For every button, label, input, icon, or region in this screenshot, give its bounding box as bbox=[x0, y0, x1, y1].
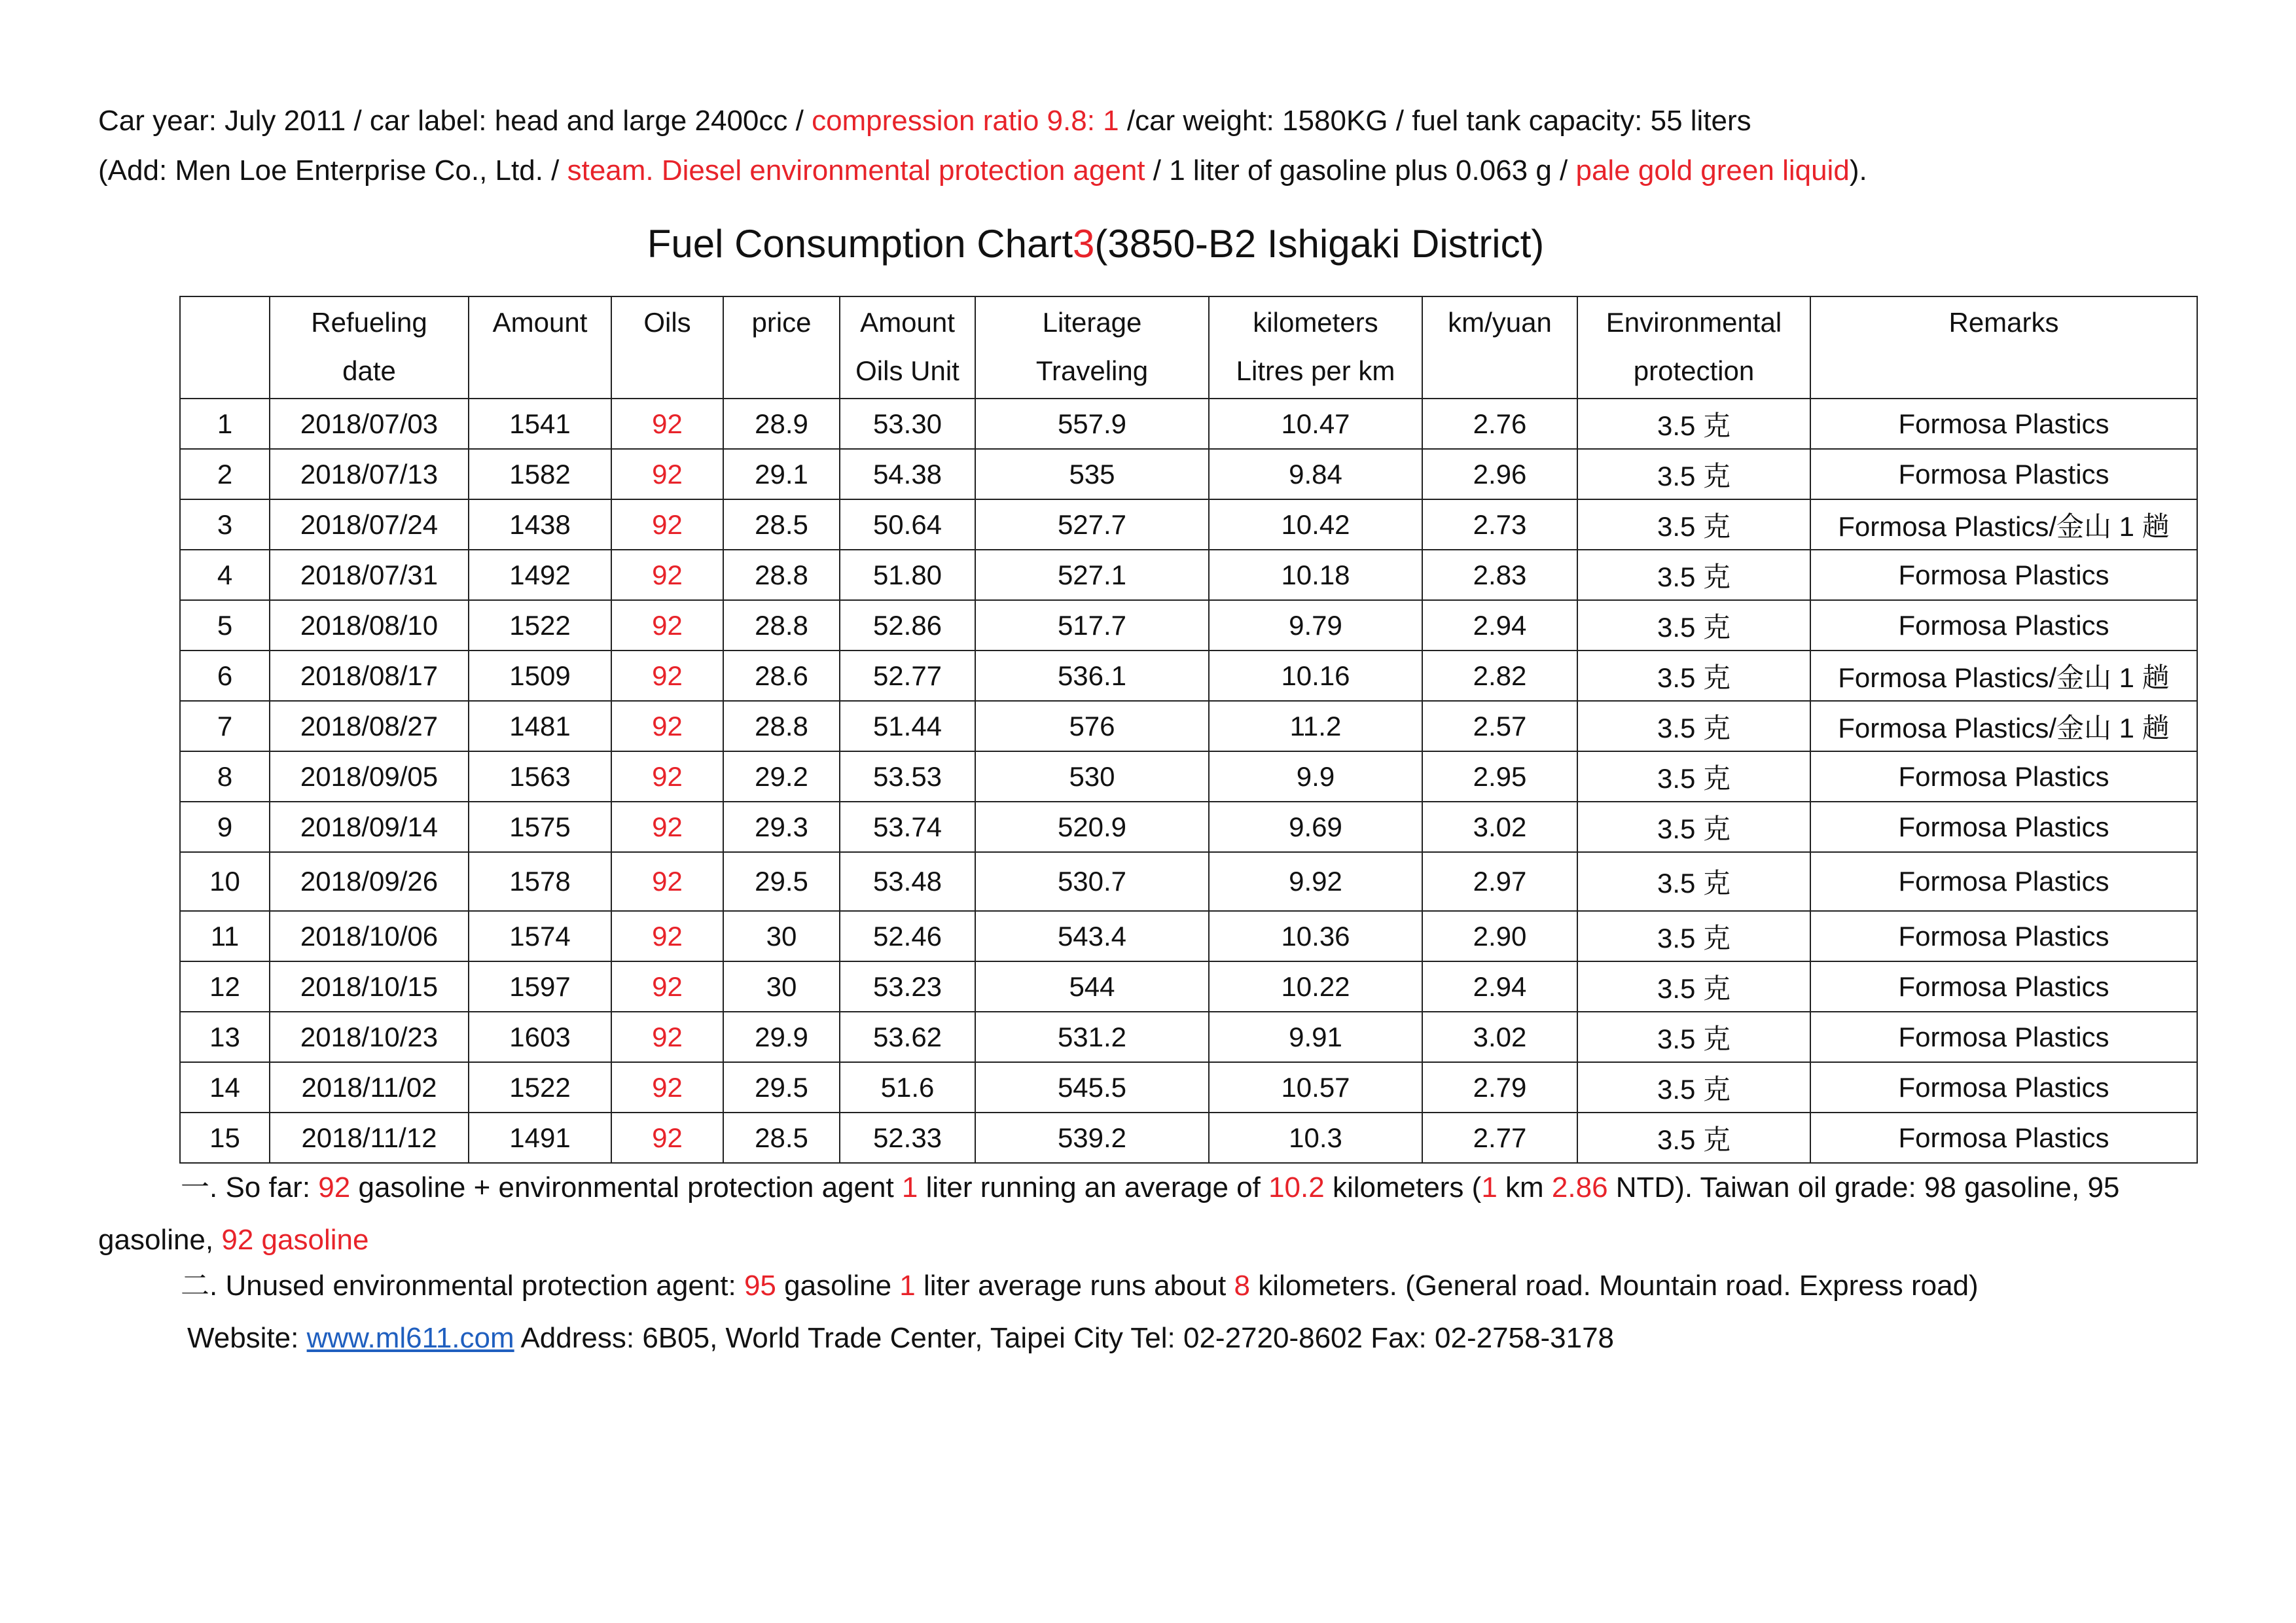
table-cell: 3.02 bbox=[1422, 1012, 1577, 1062]
table-cell: Formosa Plastics bbox=[1810, 550, 2197, 600]
column-header bbox=[1810, 296, 2197, 399]
highlight-text: steam. Diesel environmental protection agent bbox=[567, 154, 1145, 187]
table-cell: Formosa Plastics bbox=[1810, 802, 2197, 852]
column-header-line-2: protection bbox=[1633, 355, 1755, 386]
table-cell: 92 bbox=[611, 1012, 723, 1062]
table-cell: 3.5 克 bbox=[1577, 961, 1810, 1012]
table-cell: 2.94 bbox=[1422, 600, 1577, 651]
highlight-text: 3 bbox=[1073, 222, 1095, 266]
table-cell: 2018/09/26 bbox=[270, 852, 469, 911]
table-cell: 1575 bbox=[469, 802, 611, 852]
table-cell: 520.9 bbox=[975, 802, 1209, 852]
table-cell: 3.5 克 bbox=[1577, 600, 1810, 651]
table-cell: 92 bbox=[611, 1113, 723, 1163]
table-cell: 5 bbox=[180, 600, 270, 651]
highlight-text: compression ratio 9.8: 1 bbox=[812, 105, 1119, 137]
table-cell: 535 bbox=[975, 449, 1209, 499]
table-cell: 2018/07/31 bbox=[270, 550, 469, 600]
table-cell: 92 bbox=[611, 802, 723, 852]
table-row bbox=[180, 911, 2197, 961]
summary-note-1 bbox=[181, 1171, 2119, 1205]
table-cell: 2.90 bbox=[1422, 911, 1577, 961]
table-cell: 544 bbox=[975, 961, 1209, 1012]
table-cell: 51.6 bbox=[840, 1062, 975, 1113]
table-cell: 1481 bbox=[469, 701, 611, 751]
table-cell: 92 bbox=[611, 449, 723, 499]
text-run: kilometers. (General road. Mountain road. Express road) bbox=[1249, 1270, 1979, 1302]
table-cell: 52.46 bbox=[840, 911, 975, 961]
table-cell: Formosa Plastics bbox=[1810, 1113, 2197, 1163]
table-cell: 9.91 bbox=[1209, 1012, 1422, 1062]
table-cell: 527.1 bbox=[975, 550, 1209, 600]
table-cell: 15 bbox=[180, 1113, 270, 1163]
table-row bbox=[180, 651, 2197, 701]
highlight-text: pale gold green liquid bbox=[1575, 154, 1850, 187]
table-cell: 10 bbox=[180, 852, 270, 911]
table-cell: 1563 bbox=[469, 751, 611, 802]
table-cell: 53.53 bbox=[840, 751, 975, 802]
table-cell: 3.5 克 bbox=[1577, 550, 1810, 600]
table-cell: 11 bbox=[180, 911, 270, 961]
highlight-text: 8 bbox=[1234, 1270, 1250, 1302]
table-cell: 7 bbox=[180, 701, 270, 751]
table-cell: 2018/10/06 bbox=[270, 911, 469, 961]
column-header bbox=[1577, 296, 1810, 399]
highlight-text: 2.86 bbox=[1551, 1171, 1608, 1204]
table-cell: 8 bbox=[180, 751, 270, 802]
table-cell: Formosa Plastics bbox=[1810, 399, 2197, 449]
table-cell: 2.77 bbox=[1422, 1113, 1577, 1163]
table-cell: 9.84 bbox=[1209, 449, 1422, 499]
table-cell: 1578 bbox=[469, 852, 611, 911]
table-cell: 2018/11/12 bbox=[270, 1113, 469, 1163]
table-cell: 53.74 bbox=[840, 802, 975, 852]
table-cell: 13 bbox=[180, 1012, 270, 1062]
text-run: liter running an average of bbox=[918, 1171, 1269, 1204]
table-cell: 29.5 bbox=[723, 852, 840, 911]
table-cell: 51.44 bbox=[840, 701, 975, 751]
table-cell: 1522 bbox=[469, 1062, 611, 1113]
page-title bbox=[0, 221, 2296, 266]
table-cell: Formosa Plastics bbox=[1810, 600, 2197, 651]
table-cell: 1491 bbox=[469, 1113, 611, 1163]
table-cell: 92 bbox=[611, 600, 723, 651]
table-row bbox=[180, 550, 2197, 600]
table-cell: 2.73 bbox=[1422, 499, 1577, 550]
column-header-line-1: Environmental bbox=[1605, 307, 1782, 338]
table-cell: 3.5 克 bbox=[1577, 499, 1810, 550]
table-cell: 92 bbox=[611, 911, 723, 961]
website-link[interactable]: www.ml611.com bbox=[306, 1322, 514, 1354]
table-cell: 9.79 bbox=[1209, 600, 1422, 651]
text-run: NTD). Taiwan oil grade: 98 gasoline, 95 bbox=[1607, 1171, 2120, 1204]
table-cell: Formosa Plastics bbox=[1810, 961, 2197, 1012]
table-cell: 50.64 bbox=[840, 499, 975, 550]
column-header-line-2: Oils Unit bbox=[855, 355, 960, 386]
text-run: gasoline bbox=[776, 1270, 900, 1302]
table-cell: 1 bbox=[180, 399, 270, 449]
contact-details: Address: 6B05, World Trade Center, Taipei City Tel: 02-2720-8602 Fax: 02-2758-3178 bbox=[514, 1322, 1615, 1354]
table-cell: 11.2 bbox=[1209, 701, 1422, 751]
table-cell: 530.7 bbox=[975, 852, 1209, 911]
table-cell: 30 bbox=[723, 911, 840, 961]
table-cell: 1603 bbox=[469, 1012, 611, 1062]
column-header bbox=[180, 296, 270, 399]
text-run: gasoline, bbox=[98, 1224, 222, 1256]
table-cell: 2.79 bbox=[1422, 1062, 1577, 1113]
table-cell: 3 bbox=[180, 499, 270, 550]
highlight-text: 92 gasoline bbox=[221, 1224, 369, 1256]
table-row bbox=[180, 449, 2197, 499]
table-cell: 10.3 bbox=[1209, 1113, 1422, 1163]
table-row bbox=[180, 852, 2197, 911]
table-cell: 53.30 bbox=[840, 399, 975, 449]
table-cell: 576 bbox=[975, 701, 1209, 751]
table-cell: 92 bbox=[611, 499, 723, 550]
table-cell: 3.5 克 bbox=[1577, 852, 1810, 911]
table-cell: 9.92 bbox=[1209, 852, 1422, 911]
table-cell: 92 bbox=[611, 751, 723, 802]
table-cell: 3.5 克 bbox=[1577, 1062, 1810, 1113]
table-cell: 9 bbox=[180, 802, 270, 852]
column-header-line-2: date bbox=[342, 355, 396, 386]
table-cell: Formosa Plastics/金山 1 趟 bbox=[1810, 651, 2197, 701]
table-cell: 9.69 bbox=[1209, 802, 1422, 852]
table-cell: 527.7 bbox=[975, 499, 1209, 550]
column-header bbox=[975, 296, 1209, 399]
text-run: Fuel Consumption Chart bbox=[647, 222, 1073, 266]
table-cell: 28.8 bbox=[723, 550, 840, 600]
table-cell: 53.48 bbox=[840, 852, 975, 911]
text-run: / 1 liter of gasoline plus 0.063 g / bbox=[1145, 154, 1576, 187]
table-cell: 1438 bbox=[469, 499, 611, 550]
table-cell: 3.5 克 bbox=[1577, 911, 1810, 961]
text-run: (3850-B2 Ishigaki District) bbox=[1094, 222, 1545, 266]
table-cell: 29.2 bbox=[723, 751, 840, 802]
table-cell: 52.33 bbox=[840, 1113, 975, 1163]
table-row bbox=[180, 600, 2197, 651]
table-cell: 2.76 bbox=[1422, 399, 1577, 449]
table-cell: 2018/11/02 bbox=[270, 1062, 469, 1113]
table-cell: 10.42 bbox=[1209, 499, 1422, 550]
column-header-line-2: Traveling bbox=[1035, 355, 1149, 386]
table-cell: Formosa Plastics/金山 1 趟 bbox=[1810, 499, 2197, 550]
table-cell: 28.6 bbox=[723, 651, 840, 701]
table-cell: Formosa Plastics bbox=[1810, 449, 2197, 499]
table-cell: 28.8 bbox=[723, 600, 840, 651]
table-cell: 3.02 bbox=[1422, 802, 1577, 852]
table-cell: 545.5 bbox=[975, 1062, 1209, 1113]
highlight-text: 1 bbox=[1481, 1171, 1498, 1204]
contact-line bbox=[187, 1322, 1614, 1355]
table-header-row bbox=[180, 296, 2197, 399]
additive-info-line bbox=[98, 154, 1867, 188]
table-cell: 12 bbox=[180, 961, 270, 1012]
table-cell: 53.23 bbox=[840, 961, 975, 1012]
table-cell: 10.57 bbox=[1209, 1062, 1422, 1113]
table-row bbox=[180, 961, 2197, 1012]
table-cell: 2018/08/10 bbox=[270, 600, 469, 651]
table-cell: 92 bbox=[611, 852, 723, 911]
column-header bbox=[1209, 296, 1422, 399]
table-cell: 1492 bbox=[469, 550, 611, 600]
table-cell: 3.5 克 bbox=[1577, 1113, 1810, 1163]
table-cell: 543.4 bbox=[975, 911, 1209, 961]
table-cell: 531.2 bbox=[975, 1012, 1209, 1062]
column-header bbox=[611, 296, 723, 399]
table-cell: Formosa Plastics bbox=[1810, 1062, 2197, 1113]
table-cell: 92 bbox=[611, 1062, 723, 1113]
text-run: gasoline + environmental protection agent bbox=[350, 1171, 902, 1204]
column-header bbox=[840, 296, 975, 399]
table-cell: 2 bbox=[180, 449, 270, 499]
table-cell: 2018/09/05 bbox=[270, 751, 469, 802]
table-cell: 2.94 bbox=[1422, 961, 1577, 1012]
table-cell: 4 bbox=[180, 550, 270, 600]
column-header-line-1: Literage bbox=[1042, 307, 1142, 338]
table-cell: 54.38 bbox=[840, 449, 975, 499]
summary-note-1-continued bbox=[98, 1224, 368, 1257]
table-cell: 2018/08/17 bbox=[270, 651, 469, 701]
table-cell: 3.5 克 bbox=[1577, 399, 1810, 449]
text-run: 二. Unused environmental protection agent: bbox=[181, 1270, 744, 1302]
table-cell: 536.1 bbox=[975, 651, 1209, 701]
table-cell: 2018/10/15 bbox=[270, 961, 469, 1012]
table-cell: 6 bbox=[180, 651, 270, 701]
table-cell: Formosa Plastics/金山 1 趟 bbox=[1810, 701, 2197, 751]
table-cell: 539.2 bbox=[975, 1113, 1209, 1163]
table-cell: 52.77 bbox=[840, 651, 975, 701]
table-cell: 52.86 bbox=[840, 600, 975, 651]
column-header-line-1: Amount bbox=[492, 307, 588, 338]
table-cell: 28.5 bbox=[723, 499, 840, 550]
table-cell: 557.9 bbox=[975, 399, 1209, 449]
fuel-consumption-table bbox=[179, 296, 2198, 1164]
highlight-text: 10.2 bbox=[1268, 1171, 1325, 1204]
table-cell: 2018/07/24 bbox=[270, 499, 469, 550]
table-cell: 530 bbox=[975, 751, 1209, 802]
column-header bbox=[723, 296, 840, 399]
table-cell: 2018/09/14 bbox=[270, 802, 469, 852]
table-cell: 1541 bbox=[469, 399, 611, 449]
table-cell: 29.1 bbox=[723, 449, 840, 499]
table-row bbox=[180, 1113, 2197, 1163]
table-cell: 10.22 bbox=[1209, 961, 1422, 1012]
table-cell: 2018/07/13 bbox=[270, 449, 469, 499]
table-cell: 28.8 bbox=[723, 701, 840, 751]
table-row bbox=[180, 751, 2197, 802]
table-cell: 1509 bbox=[469, 651, 611, 701]
column-header-line-1: Remarks bbox=[1948, 307, 2059, 338]
table-cell: 2.96 bbox=[1422, 449, 1577, 499]
table-cell: 92 bbox=[611, 550, 723, 600]
table-cell: 10.18 bbox=[1209, 550, 1422, 600]
table-cell: 1597 bbox=[469, 961, 611, 1012]
table-cell: 28.9 bbox=[723, 399, 840, 449]
table-cell: 9.9 bbox=[1209, 751, 1422, 802]
highlight-text: 92 bbox=[318, 1171, 351, 1204]
vehicle-info-line bbox=[98, 105, 1751, 138]
table-cell: Formosa Plastics bbox=[1810, 911, 2197, 961]
table-cell: 517.7 bbox=[975, 600, 1209, 651]
column-header bbox=[270, 296, 469, 399]
text-run: (Add: Men Loe Enterprise Co., Ltd. / bbox=[98, 154, 567, 187]
highlight-text: 95 bbox=[744, 1270, 776, 1302]
table-cell: 2018/07/03 bbox=[270, 399, 469, 449]
column-header bbox=[469, 296, 611, 399]
table-cell: 2.82 bbox=[1422, 651, 1577, 701]
text-run: 一. So far: bbox=[181, 1171, 319, 1204]
table-row bbox=[180, 802, 2197, 852]
table-cell: 2.57 bbox=[1422, 701, 1577, 751]
table-row bbox=[180, 499, 2197, 550]
text-run: ). bbox=[1849, 154, 1867, 187]
table-cell: 29.9 bbox=[723, 1012, 840, 1062]
table-cell: 3.5 克 bbox=[1577, 651, 1810, 701]
table-cell: 14 bbox=[180, 1062, 270, 1113]
table-cell: 92 bbox=[611, 961, 723, 1012]
highlight-text: 1 bbox=[901, 1171, 918, 1204]
table-row bbox=[180, 701, 2197, 751]
column-header-line-1: km/yuan bbox=[1448, 307, 1552, 338]
table-row bbox=[180, 1012, 2197, 1062]
table-cell: 3.5 克 bbox=[1577, 449, 1810, 499]
table-cell: 3.5 克 bbox=[1577, 751, 1810, 802]
table-cell: 2.95 bbox=[1422, 751, 1577, 802]
column-header-line-1: Refueling bbox=[311, 307, 427, 338]
table-cell: 3.5 克 bbox=[1577, 802, 1810, 852]
highlight-text: 1 bbox=[899, 1270, 916, 1302]
website-label: Website: bbox=[187, 1322, 307, 1354]
table-cell: Formosa Plastics bbox=[1810, 1012, 2197, 1062]
table-cell: 2018/08/27 bbox=[270, 701, 469, 751]
text-run: kilometers ( bbox=[1324, 1171, 1482, 1204]
table-cell: Formosa Plastics bbox=[1810, 751, 2197, 802]
text-run: Car year: July 2011 / car label: head and large 2400cc / bbox=[98, 105, 812, 137]
table-cell: 2.83 bbox=[1422, 550, 1577, 600]
table-cell: 92 bbox=[611, 399, 723, 449]
table-cell: 1582 bbox=[469, 449, 611, 499]
table-cell: 2018/10/23 bbox=[270, 1012, 469, 1062]
column-header bbox=[1422, 296, 1577, 399]
table-cell: 1574 bbox=[469, 911, 611, 961]
table-cell: 29.3 bbox=[723, 802, 840, 852]
column-header-line-2: Litres per km bbox=[1236, 355, 1395, 386]
table-row bbox=[180, 1062, 2197, 1113]
table-cell: 30 bbox=[723, 961, 840, 1012]
table-cell: 1522 bbox=[469, 600, 611, 651]
summary-note-2 bbox=[181, 1270, 1979, 1303]
column-header-line-1: Amount bbox=[860, 307, 955, 338]
table-cell: 3.5 克 bbox=[1577, 701, 1810, 751]
table-cell: 53.62 bbox=[840, 1012, 975, 1062]
table-cell: 10.47 bbox=[1209, 399, 1422, 449]
column-header-line-1: kilometers bbox=[1253, 307, 1378, 338]
table-cell: 3.5 克 bbox=[1577, 1012, 1810, 1062]
table-row bbox=[180, 399, 2197, 449]
table-cell: Formosa Plastics bbox=[1810, 852, 2197, 911]
table-cell: 2.97 bbox=[1422, 852, 1577, 911]
table-cell: 10.16 bbox=[1209, 651, 1422, 701]
column-header-line-1: price bbox=[751, 307, 812, 338]
table-cell: 51.80 bbox=[840, 550, 975, 600]
text-run: km bbox=[1497, 1171, 1552, 1204]
text-run: /car weight: 1580KG / fuel tank capacity: 55 liters bbox=[1119, 105, 1751, 137]
table-cell: 92 bbox=[611, 701, 723, 751]
table-cell: 10.36 bbox=[1209, 911, 1422, 961]
table-cell: 29.5 bbox=[723, 1062, 840, 1113]
table-cell: 28.5 bbox=[723, 1113, 840, 1163]
table-cell: 92 bbox=[611, 651, 723, 701]
text-run: liter average runs about bbox=[915, 1270, 1234, 1302]
column-header-line-1: Oils bbox=[643, 307, 691, 338]
